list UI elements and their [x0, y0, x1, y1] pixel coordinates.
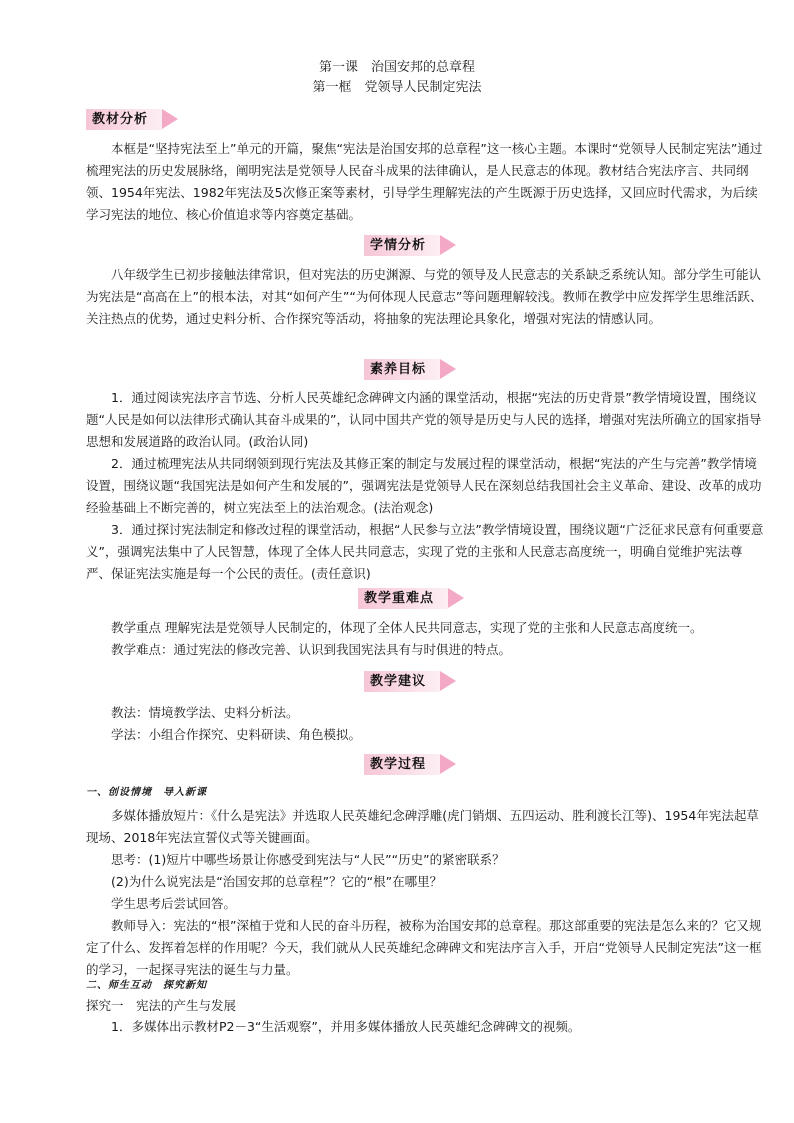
banner-label: 教学建议: [370, 674, 427, 689]
process-step-1-heading: 一、创设情境 导入新课: [86, 787, 207, 798]
banner-key-points: [358, 588, 464, 609]
explore-1-item-1: 1．多媒体出示教材P2－3“生活观察”，并用多媒体播放人民英雄纪念碑碑文的视频。: [111, 1019, 581, 1034]
banner-label: 教学重难点: [364, 591, 435, 606]
advice-learning-method: 学法：小组合作探究、史料研读、角色模拟。: [111, 727, 362, 742]
process-step-1-answer: 学生思考后尝试回答。: [111, 896, 237, 911]
banner-label: 素养目标: [370, 362, 427, 377]
learning-paragraph: 八年级学生已初步接触法律常识，但对宪法的历史渊源、与党的领导及人民意志的关系缺乏系统认知。部分学生可能认为宪法是“高高在上”的根本法，对其“如何产生”“为何体现人民意志”等问题理解较浅。教师在教学中应发挥学生思维活跃、关注热点的优势，通过史料分析、合作探究等活动，将抽象的宪法理论具象化，增强对宪法的情感认同。: [86, 267, 763, 326]
banner-learning-analysis: [364, 235, 456, 256]
process-step-1-teacher-lead: 教师导入：宪法的“根”深植于党和人民的奋斗历程，被称为治国安邦的总章程。那这部重要的宪法是怎么来的？它又规定了什么、发挥着怎样的作用呢？今天，我们就从人民英雄纪念碑碑文和宪法序言入手，开启“党领导人民制定宪法”这一框的学习，一起探寻宪法的诞生与力量。: [86, 918, 762, 977]
banner-label: 教学过程: [370, 757, 427, 772]
process-step-1-question-1: 思考：(1)短片中哪些场景让你感受到宪法与“人民”“历史”的紧密联系？: [111, 852, 505, 867]
process-step-1-question-2: (2)为什么说宪法是“治国安邦的总章程”？它的“根”在哪里？: [111, 874, 443, 889]
banner-textbook-analysis: [86, 109, 178, 130]
banner-literacy-goals: [364, 359, 456, 380]
explore-1-heading: 探究一 宪法的产生与发展: [86, 998, 237, 1013]
lesson-title: 第一课 治国安邦的总章程: [318, 60, 475, 75]
advice-teaching-method: 教法：情境教学法、史料分析法。: [111, 705, 299, 720]
key-focus: 教学重点 理解宪法是党领导人民制定的，体现了全体人民共同意志，实现了党的主张和人民意志高度统一。: [111, 620, 703, 635]
banner-teaching-process: [364, 754, 456, 775]
key-difficulty: 教学难点：通过宪法的修改完善、认识到我国宪法具有与时俱进的特点。: [111, 642, 512, 657]
banner-label: 教材分析: [92, 112, 149, 127]
goal-item-2: 2．通过梳理宪法从共同纲领到现行宪法及其修正案的制定与发展过程的课堂活动，根据“宪法的产生与完善”教学情境设置，围绕议题“我国宪法是如何产生和发展的”，强调宪法是党领导人民在深刻总结我国社会主义革命、建设、改革的成功经验基础上不断完善的，树立宪法至上的法治观念。(法治观念): [86, 456, 762, 515]
process-step-2-heading: 二、师生互动 探究新知: [86, 980, 207, 991]
goal-item-1: 1．通过阅读宪法序言节选、分析人民英雄纪念碑碑文内涵的课堂活动，根据“宪法的历史背景”教学情境设置，围绕议题“人民是如何以法律形式确认其奋斗成果的”，认同中国共产党的领导是历史与人民的选择，增强对宪法所确立的国家指导思想和发展道路的政治认同。(政治认同): [86, 390, 762, 449]
process-step-1-intro: 多媒体播放短片：《什么是宪法》并选取人民英雄纪念碑浮雕(虎门销烟、五四运动、胜利渡长江等)、1954年宪法起草现场、2018年宪法宣誓仪式等关键画面。: [86, 808, 759, 845]
analysis-paragraph: 本框是“坚持宪法至上”单元的开篇，聚焦“宪法是治国安邦的总章程”这一核心主题。本课时“党领导人民制定宪法”通过梳理宪法的历史发展脉络，阐明宪法是党领导人民奋斗成果的法律确认，是人民意志的体现。教材结合宪法序言、共同纲领、1954年宪法、1982年宪法及5次修正案等素材，引导学生理解宪法的产生既源于历史选择，又回应时代需求，为后续学习宪法的地位、核心价值追求等内容奠定基础。: [86, 141, 763, 222]
banner-label: 学情分析: [370, 238, 427, 253]
section-subtitle: 第一框 党领导人民制定宪法: [312, 80, 482, 95]
goal-item-3: 3．通过探讨宪法制定和修改过程的课堂活动，根据“人民参与立法”教学情境设置，围绕议题“广泛征求民意有何重要意义”，强调宪法集中了人民智慧，体现了全体人民共同意志，实现了党的主张和人民意志高度统一，明确自觉维护宪法尊严、保证宪法实施是每一个公民的责任。(责任意识): [86, 522, 764, 581]
banner-teaching-advice: [364, 671, 456, 692]
